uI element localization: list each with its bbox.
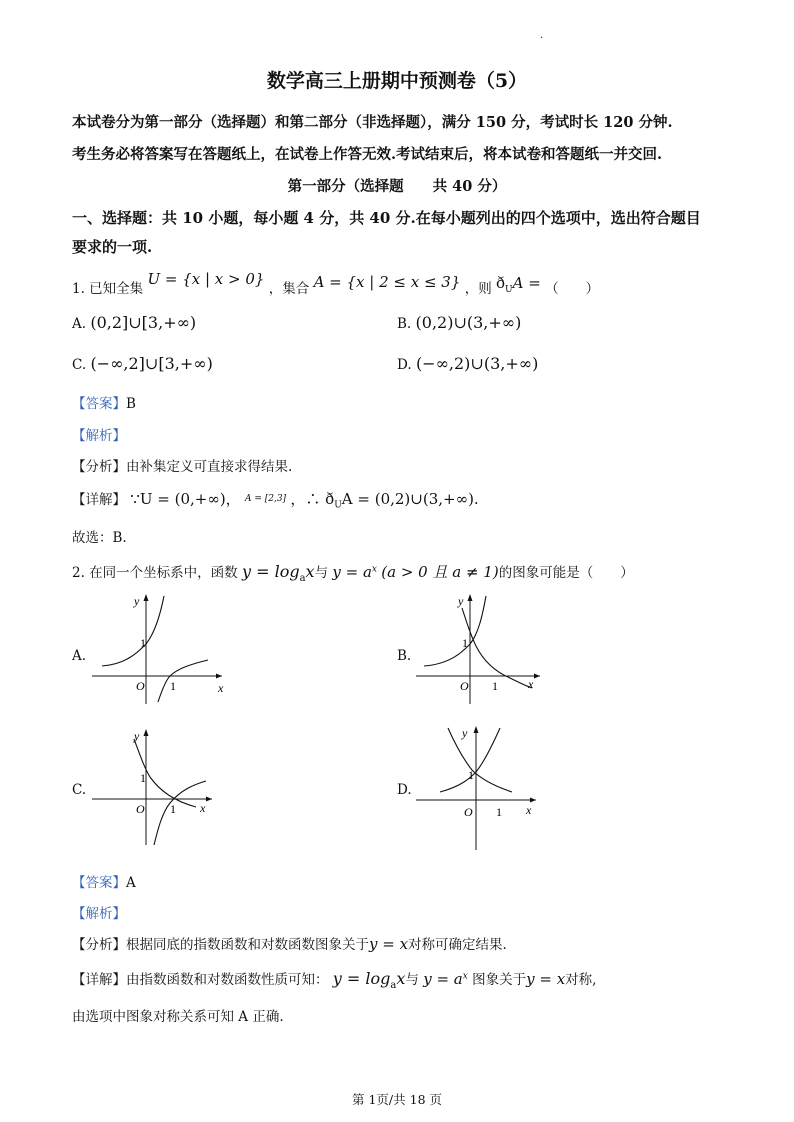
q2-graph-a [88,590,228,710]
q1-stem-mid: ，集合 [268,281,310,297]
q1-option-a: A. (0,2]∪[3,+∞) [72,313,197,332]
origin-label: O [460,679,469,693]
q2-answer: 【答案】A [72,875,136,891]
q2-fenxi: 【分析】根据同底的指数函数和对数函数图象关于y = x对称可确定结果. [72,935,507,953]
one-y-label: 1 [140,771,146,785]
x-label: x [200,801,206,815]
intro-line-1: 本试卷分为第一部分（选择题）和第二部分（非选择题），满分 150 分，考试时长 120 分钟. [72,114,673,131]
section-line-2: 要求的一项. [72,238,153,256]
one-x-label: 1 [170,802,176,816]
q2-graph-d-label: D. [397,782,412,798]
y-label: y [458,594,464,608]
q1-option-b: B. (0,2)∪(3,+∞) [397,313,522,332]
q1-stem-then: ，则 [464,281,492,297]
y-label: y [462,726,468,740]
curve-log [154,781,206,845]
one-y-label: 1 [468,768,474,782]
q2-graph-a-label: A. [72,648,87,664]
curve-log [158,660,208,702]
q2-graph-d [412,722,552,852]
q1-complement: $ð_UA$ = [496,274,541,295]
x-label: x [218,681,224,695]
one-x-label: 1 [496,805,502,819]
page-title: 数学高三上册期中预测卷（5） [266,70,528,92]
q1-conclusion: 故选：B. [72,530,127,546]
curve-exp [440,728,500,792]
x-label: x [528,677,534,691]
q1-set-u: U = {x | x > 0} [147,270,265,288]
q1-stem [72,270,600,300]
q1-fenxi: 【分析】由补集定义可直接求得结果. [72,459,293,475]
q2-graph-c-label: C. [72,782,87,798]
top-mark: . [540,30,544,41]
curve-decay [448,728,512,792]
y-label: y [134,729,140,743]
q2-conclusion: 由选项中图象对称关系可知 A 正确. [72,1009,284,1025]
q2-detail: 【详解】由指数函数和对数函数性质可知： $y = \log_ax$与 $y = a^x$ 图象关于y = x对称, [72,969,597,992]
q1-option-c: C. (−∞,2]∪[3,+∞) [72,354,213,373]
q1-set-a: A = {x | 2 ≤ x ≤ 3} [313,273,461,291]
curve-exp [102,596,164,666]
answer-tag: 【答案】 [72,875,126,891]
y-label: y [134,594,140,608]
one-y-label: 1 [140,636,146,650]
x-label: x [526,803,532,817]
origin-label: O [136,679,145,693]
q1-stem-prefix: 1. 已知全集 [72,281,144,297]
q2-graph-b-label: B. [397,648,412,664]
q1-analysis-tag: 【解析】 [72,428,126,444]
one-y-label: 1 [462,636,468,650]
origin-label: O [136,802,145,816]
origin-label: O [464,805,473,819]
q2-graph-c [88,725,228,850]
q1-blank: （ ） [545,281,600,297]
q2-stem: 2. 在同一个坐标系中，函数 $y = \log_ax$与 $y = a^x$ (a > 0 且 a ≠ 1)的图象可能是（ ） [72,562,634,585]
page-footer: 第 1页/共 18 页 [352,1092,442,1107]
answer-tag: 【答案】 [72,396,126,412]
curve-exp [424,596,486,666]
section-line-1: 一、选择题：共 10 小题，每小题 4 分，共 40 分.在每小题列出的四个选项中，选出符合题目 [72,209,701,227]
q1-answer: 【答案】B [72,396,136,412]
one-x-label: 1 [170,679,176,693]
q1-detail: 【详解】 ∵U = (0,+∞)， $^{A = [2,3]}$ ，∴ $ð_UA$ = (0,2)∪(3,+∞). [72,490,479,511]
q1-option-d: D. (−∞,2)∪(3,+∞) [397,354,539,373]
q2-graph-b [412,590,552,710]
part-title: 第一部分（选择题 共 40 分） [287,178,507,195]
intro-line-2: 考生务必将答案写在答题纸上，在试卷上作答无效.考试结束后，将本试卷和答题纸一并交回. [72,146,663,163]
q2-analysis-tag: 【解析】 [72,906,126,922]
one-x-label: 1 [492,679,498,693]
